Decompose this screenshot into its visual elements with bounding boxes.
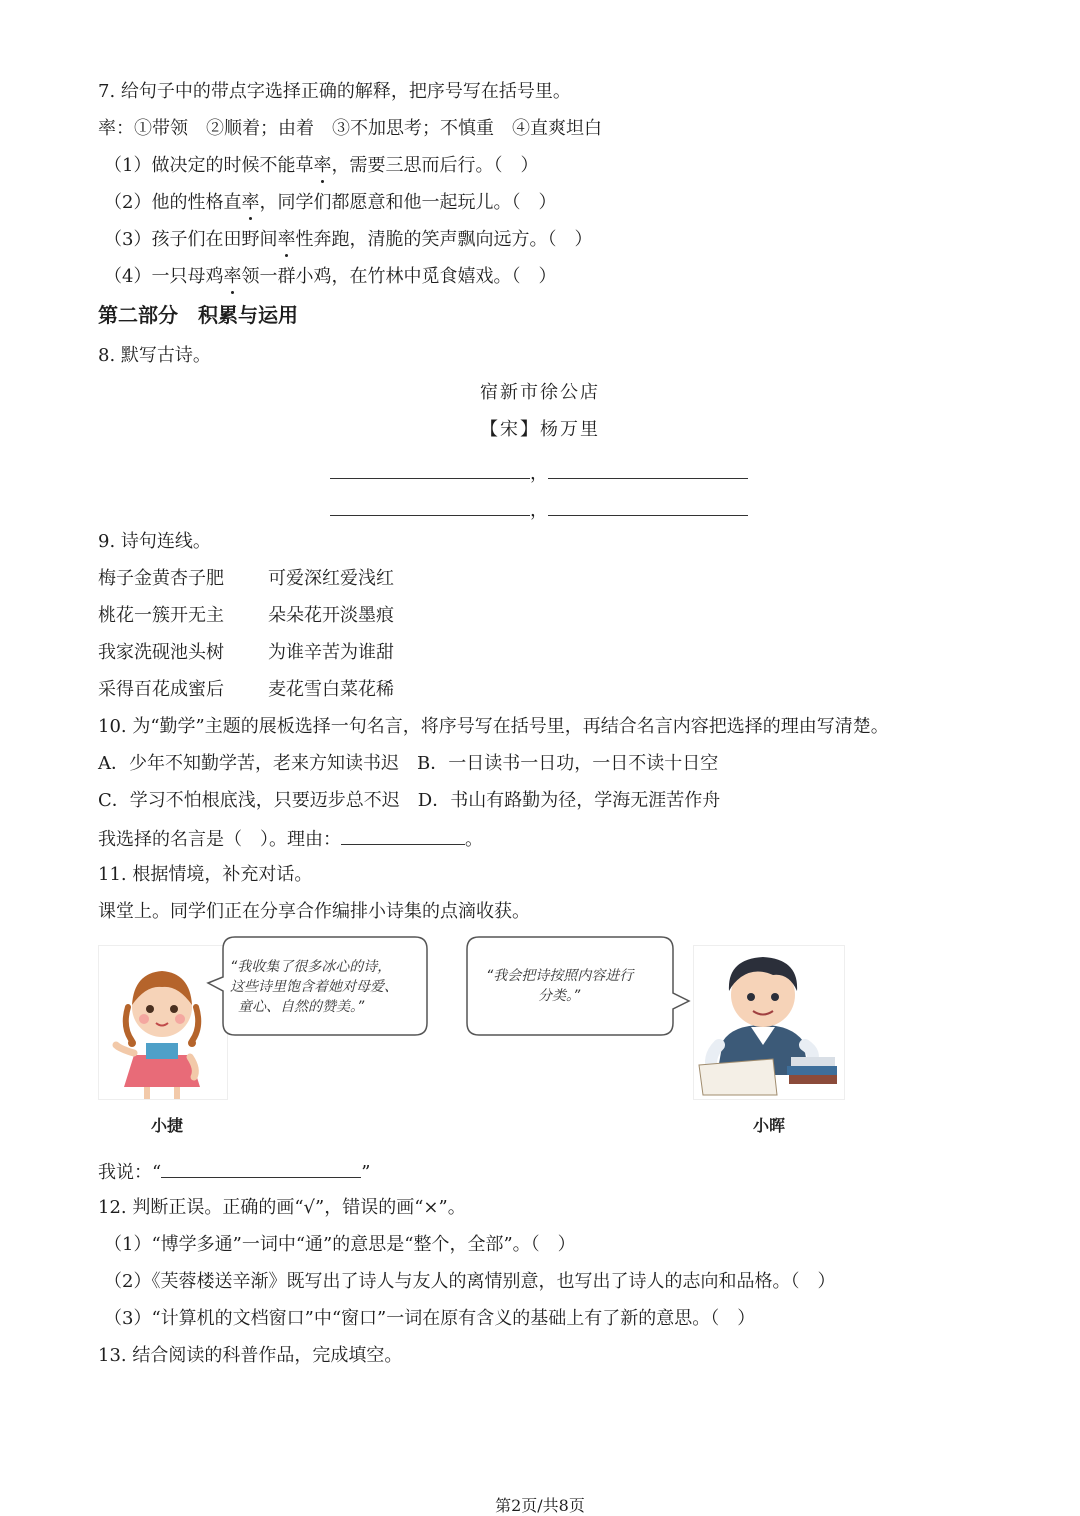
q13-title: 13. 结合阅读的科普作品，完成填空。 xyxy=(98,1345,403,1366)
q12-title: 12. 判断正误。正确的画“√”，错误的画“×”。 xyxy=(98,1197,466,1218)
q12-item-3: （3）“计算机的文档窗口”中“窗口”一词在原有含义的基础上有了新的意思。（ ） xyxy=(104,1308,756,1329)
boy-illustration xyxy=(693,945,845,1100)
q8-title: 8. 默写古诗。 xyxy=(98,345,211,366)
q7-options: 率：①带领 ②顺着；由着 ③不加思考；不慎重 ④直爽坦白 xyxy=(98,118,602,139)
q9-right-3[interactable]: 为谁辛苦为谁甜 xyxy=(268,642,394,663)
q9-title: 9. 诗句连线。 xyxy=(98,531,211,552)
q9-left-4[interactable]: 采得百花成蜜后 xyxy=(98,679,224,700)
q10-options-ab: A．少年不知勤学苦，老来方知读书迟 B．一日读书一日功，一日不读十日空 xyxy=(98,753,719,774)
q10-title: 10. 为“勤学”主题的展板选择一句名言，将序号写在括号里，再结合名言内容把选择的理由写清楚。 xyxy=(98,716,889,737)
boy-bubble-line-2: 分类。” xyxy=(538,988,581,1004)
q7-item-4: （4）一只母鸡率领一群小鸡，在竹林中觅食嬉戏。（ ） xyxy=(104,266,557,287)
q9-right-2[interactable]: 朵朵花开淡墨痕 xyxy=(268,605,394,626)
q9-left-3[interactable]: 我家洗砚池头树 xyxy=(98,642,224,663)
boy-bubble-line-1: “我会把诗按照内容进行 xyxy=(486,968,634,984)
q9-left-1[interactable]: 梅子金黄杏子肥 xyxy=(98,568,224,589)
poem-line-2: ， xyxy=(330,497,748,523)
q9-right-1[interactable]: 可爱深红爱浅红 xyxy=(268,568,394,589)
girl-bubble-line-3: 童心、自然的赞美。” xyxy=(238,999,365,1015)
q7-item-1: （1）做决定的时候不能草率，需要三思而后行。（ ） xyxy=(104,155,539,176)
poem-blank[interactable] xyxy=(548,497,748,516)
girl-bubble-line-1: “我收集了很多冰心的诗， xyxy=(230,959,392,975)
q7-item-2: （2）他的性格直率，同学们都愿意和他一起玩儿。（ ） xyxy=(104,192,557,213)
q10-reason-blank[interactable] xyxy=(341,826,465,845)
poem-title: 宿新市徐公店 xyxy=(480,382,600,403)
page-footer: 第2页/共8页 xyxy=(495,1496,585,1515)
q11-i-say: 我说：“ ” xyxy=(98,1159,370,1185)
name-boy: 小晖 xyxy=(753,1116,786,1135)
q10-options-cd: C．学习不怕根底浅，只要迈步总不迟 D．书山有路勤为径，学海无涯苦作舟 xyxy=(98,790,721,811)
q10-answer: 我选择的名言是（ ）。理由： 。 xyxy=(98,826,483,852)
q9-right-4[interactable]: 麦花雪白菜花稀 xyxy=(268,679,394,700)
name-girl: 小捷 xyxy=(151,1116,184,1135)
poem-line-1: ， xyxy=(330,460,748,486)
q9-left-2[interactable]: 桃花一簇开无主 xyxy=(98,605,224,626)
poem-author: 【宋】杨万里 xyxy=(480,419,600,440)
poem-blank[interactable] xyxy=(330,497,530,516)
girl-bubble-line-2: 这些诗里饱含着她对母爱、 xyxy=(230,979,398,995)
part2-title: 第二部分 积累与运用 xyxy=(98,303,298,327)
q12-item-1: （1）“博学多通”一词中“通”的意思是“整个，全部”。（ ） xyxy=(104,1234,576,1255)
poem-blank[interactable] xyxy=(330,460,530,479)
q11-context: 课堂上。同学们正在分享合作编排小诗集的点滴收获。 xyxy=(98,901,530,922)
q12-item-2: （2）《芙蓉楼送辛渐》既写出了诗人与友人的离情别意，也写出了诗人的志向和品格。（ ） xyxy=(104,1271,836,1292)
q7-title: 7. 给句子中的带点字选择正确的解释，把序号写在括号里。 xyxy=(98,81,571,102)
poem-blank[interactable] xyxy=(548,460,748,479)
q11-title: 11. 根据情境，补充对话。 xyxy=(98,864,313,885)
q11-answer-blank[interactable] xyxy=(161,1159,361,1178)
q7-item-3: （3）孩子们在田野间率性奔跑，清脆的笑声飘向远方。（ ） xyxy=(104,229,593,250)
